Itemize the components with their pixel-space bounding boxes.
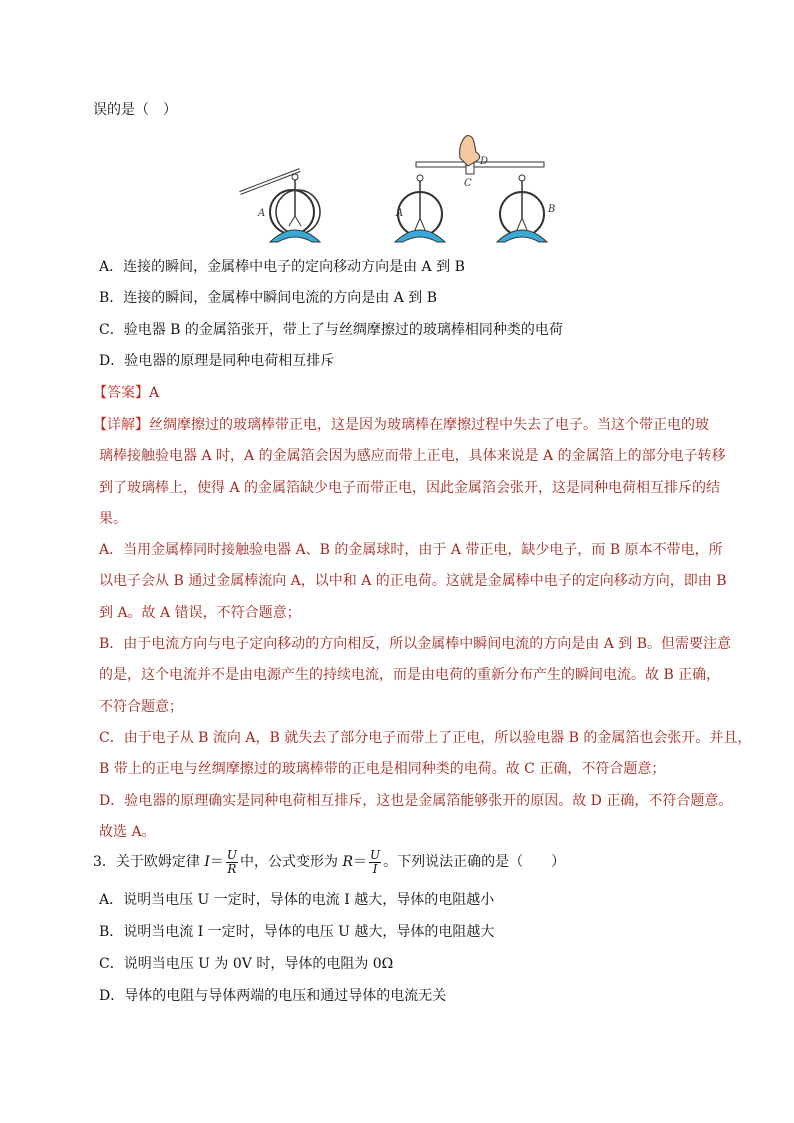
answer-tag: 【答案】 (93, 385, 149, 401)
analysis-line-4: B．由于电流方向与电子定向移动的方向相反，所以金属棒中瞬间电流的方向是由 A 到 B。但需要注意 (99, 636, 732, 652)
detail-line-4: 果。 (99, 511, 127, 527)
detail-tag: 【详解】 (93, 417, 149, 433)
analysis-line-9: D．验电器的原理确实是同种电荷相互排斥，这也是金属箔能够张开的原因。故 D 正确，不符合题意。 (99, 793, 733, 809)
fraction-2-denominator: I (372, 861, 378, 876)
q3-suffix: 。下列说法正确的是（ ） (383, 854, 566, 870)
label-right-b: B (548, 204, 556, 215)
metal-rod-with-hand (416, 136, 544, 174)
q3-option-b: B．说明当电流 I 一定时，导体的电压 U 越大，导体的电阻越大 (99, 924, 495, 940)
option-c: C．验电器 B 的金属箔张开，带上了与丝绸摩擦过的玻璃棒相同种类的电荷 (99, 322, 563, 338)
ohm-law-fraction (226, 849, 238, 876)
analysis-line-1: A．当用金属棒同时接触验电器 A、B 的金属球时，由于 A 带正电，缺少电子，而 B 原本不带电，所 (99, 542, 723, 558)
detail-line-1 (93, 415, 709, 435)
answer-line (93, 383, 159, 403)
q3-option-d: D．导体的电阻与导体两端的电压和通过导体的电流无关 (99, 988, 447, 1004)
q3-f2-lhs: R (342, 854, 354, 870)
detail-line-3: 到了玻璃棒上，使得 A 的金属箔缺少电子而带正电，因此金属箔会张开，这是同种电荷相互排斥的结 (99, 480, 721, 496)
option-d: D．验电器的原理是同种电荷相互排斥 (99, 353, 335, 369)
analysis-line-2: 以电子会从 B 通过金属棒流向 A，以中和 A 的正电荷。这就是金属棒中电子的定向移动方向，即由 B (99, 573, 727, 589)
analysis-line-5: 的是，这个电流并不是由电源产生的持续电流，而是由电荷的重新分布产生的瞬间电流。故 B 正确， (99, 667, 721, 683)
option-b: B．连接的瞬间，金属棒中瞬间电流的方向是由 A 到 B (99, 290, 438, 306)
label-mid-a: A (396, 208, 404, 219)
question-intro: 误的是（ ） (93, 102, 177, 118)
analysis-line-8: B 带上的正电与丝绸摩擦过的玻璃棒带的正电是相同种类的电荷。故 C 正确，不符合题意； (99, 761, 666, 777)
option-a: A．连接的瞬间，金属棒中电子的定向移动方向是由 A 到 B (99, 259, 465, 275)
q3-prefix: 3．关于欧姆定律 (93, 854, 205, 870)
question-3-stem (93, 847, 565, 877)
label-d: D (480, 156, 489, 167)
q3-mid: 中，公式变形为 (240, 854, 343, 870)
left-electroscope (240, 170, 320, 242)
fraction-1-denominator: R (227, 861, 237, 876)
label-left-a: A (258, 208, 266, 219)
answer-value: A (149, 385, 160, 401)
q3-f1-eq: ＝ (209, 854, 224, 870)
detail-line-2: 璃棒接触验电器 A 时，A 的金属箔会因为感应而带上正电，具体来说是 A 的金属箔上的部分电子转移 (99, 448, 726, 464)
analysis-line-10: 故选 A。 (99, 824, 156, 840)
q3-option-a: A．说明当电压 U 一定时，导体的电流 I 越大，导体的电阻越小 (99, 892, 495, 908)
q3-f2-eq: ＝ (353, 854, 368, 870)
label-c: C (464, 178, 472, 189)
q3-f1-lhs: I (204, 854, 210, 870)
right-electroscope (497, 175, 547, 242)
analysis-line-3: 到 A。故 A 错误，不符合题意； (99, 605, 301, 621)
q3-option-c: C．说明当电压 U 为 0V 时，导体的电阻为 0Ω (99, 956, 394, 972)
electroscope-figure (230, 130, 570, 248)
analysis-line-7: C．由于电子从 B 流向 A，B 就失去了部分电子而带上了正电，所以验电器 B 的金属箔也会张开。并且， (99, 730, 752, 746)
analysis-line-6: 不符合题意； (99, 699, 183, 715)
fraction-2-numerator: U (370, 847, 381, 862)
detail-text-1: 丝绸摩擦过的玻璃棒带正电，这是因为玻璃棒在摩擦过程中失去了电子。当这个带正电的玻 (149, 417, 709, 433)
resistance-fraction (369, 849, 381, 876)
fraction-1-numerator: U (226, 847, 238, 862)
